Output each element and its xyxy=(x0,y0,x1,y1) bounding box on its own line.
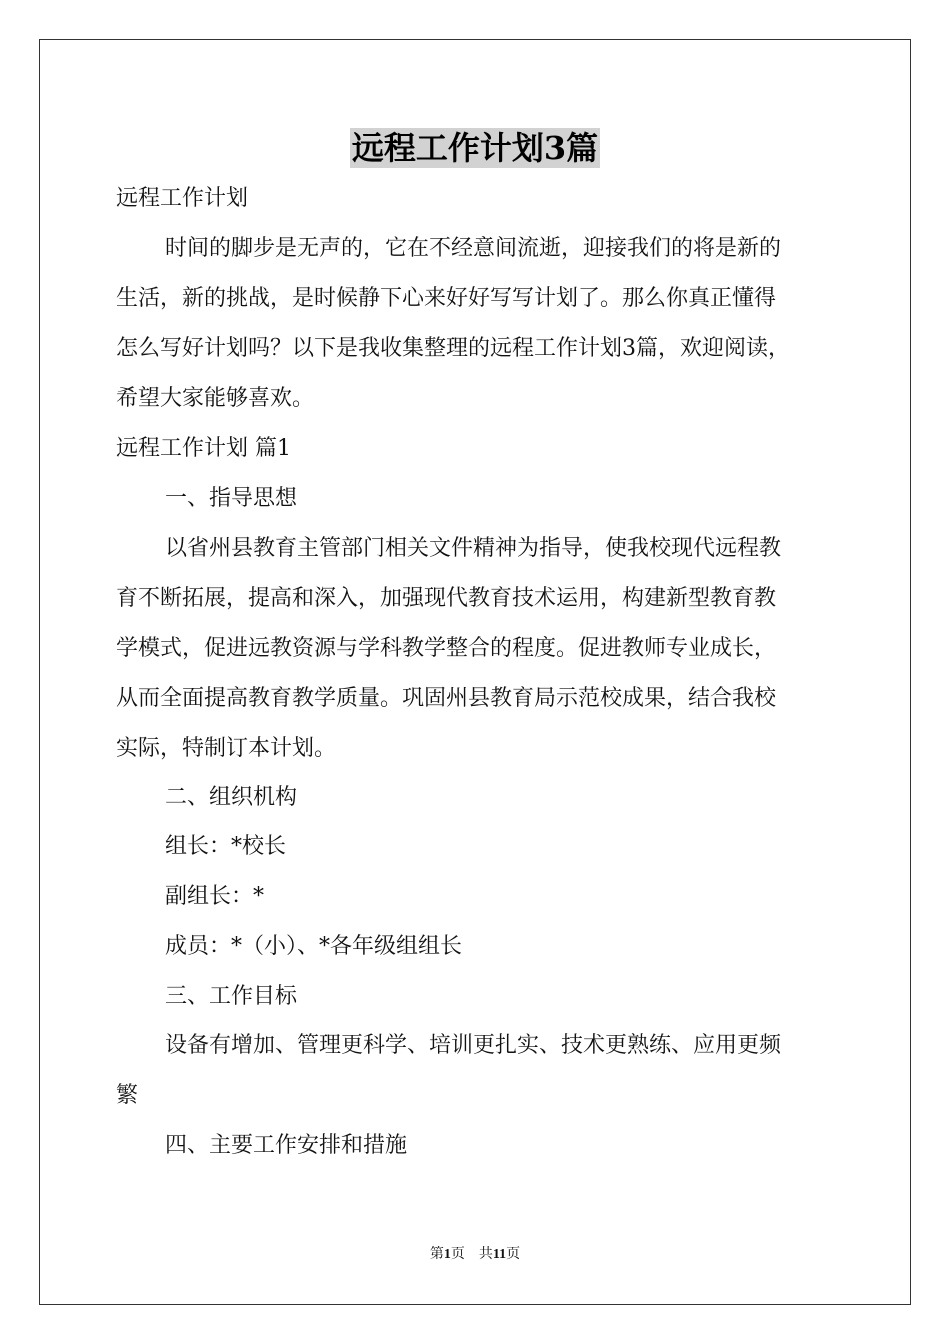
intro-line-1: 时间的脚步是无声的，它在不经意间流逝，迎接我们的将是新的 xyxy=(165,236,782,261)
page-footer xyxy=(0,1243,950,1263)
part1-line-2: 育不断拓展，提高和深入，加强现代教育技术运用，构建新型教育教 xyxy=(116,586,777,611)
part1-heading: 一、指导思想 xyxy=(165,486,298,511)
footer-total-pages: 11 xyxy=(492,1247,507,1262)
part3-line-1: 设备有增加、管理更科学、培训更扎实、技术更熟练、应用更频 xyxy=(165,1033,782,1058)
section1-heading: 远程工作计划 篇1 xyxy=(116,436,291,461)
part4-heading: 四、主要工作安排和措施 xyxy=(165,1133,408,1158)
intro-line-3: 怎么写好计划吗？以下是我收集整理的远程工作计划3篇，欢迎阅读， xyxy=(116,336,790,361)
part1-line-5: 实际，特制订本计划。 xyxy=(116,736,337,761)
footer-suffix: 页 xyxy=(506,1247,521,1262)
part1-line-4: 从而全面提高教育教学质量。巩固州县教育局示范校成果，结合我校 xyxy=(116,686,777,711)
part3-line-2: 繁 xyxy=(116,1083,139,1108)
part1-line-1: 以省州县教育主管部门相关文件精神为指导，使我校现代远程教 xyxy=(165,536,782,561)
document-title: 远程工作计划3篇 xyxy=(351,129,599,167)
part1-line-3: 学模式，促进远教资源与学科教学整合的程度。促进教师专业成长， xyxy=(116,636,777,661)
intro-line-4: 希望大家能够喜欢。 xyxy=(116,386,315,411)
footer-mid: 页 共 xyxy=(450,1247,493,1262)
intro-heading: 远程工作计划 xyxy=(116,186,249,211)
part2-members: 成员：*（小）、*各年级组组长 xyxy=(165,934,463,959)
footer-current-page: 1 xyxy=(443,1247,451,1262)
intro-line-2: 生活，新的挑战，是时候静下心来好好写写计划了。那么你真正懂得 xyxy=(116,286,777,311)
title-wrapper xyxy=(0,128,950,168)
part3-heading: 三、工作目标 xyxy=(165,984,298,1009)
part2-heading: 二、组织机构 xyxy=(165,785,298,810)
part2-leader: 组长：*校长 xyxy=(165,834,287,859)
footer-prefix: 第 xyxy=(429,1247,444,1262)
part2-deputy: 副组长：* xyxy=(165,884,265,909)
